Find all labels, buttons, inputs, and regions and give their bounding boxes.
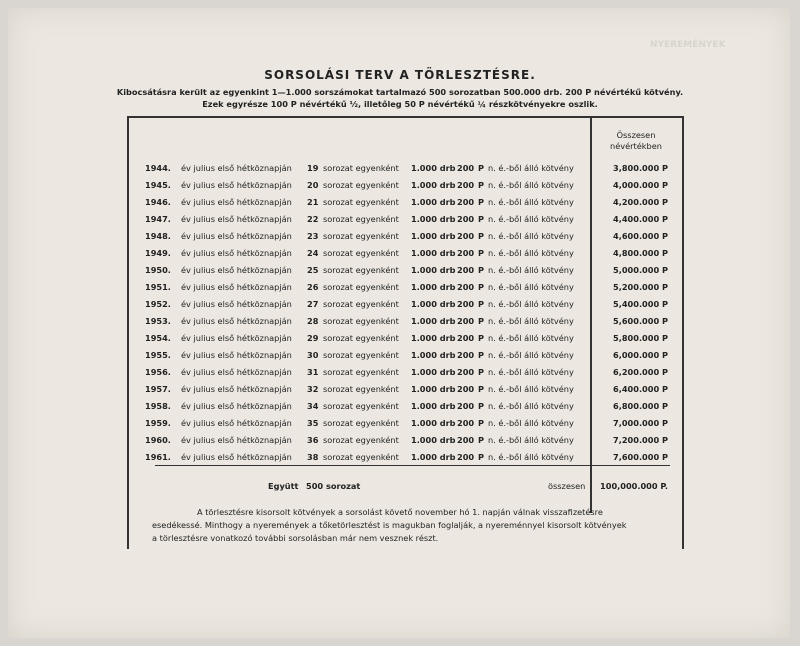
row-series-word: sorozat egyenként (323, 452, 399, 462)
row-series-number: 29 (307, 333, 319, 343)
row-year: 1950. (145, 265, 171, 275)
row-amount: 7,000.000 P (613, 418, 668, 428)
row-quantity: 1.000 drb (411, 282, 456, 292)
table-row (0, 248, 800, 265)
total-word: összesen (548, 481, 586, 491)
row-amount: 6,000.000 P (613, 350, 668, 360)
page-title: SORSOLÁSI TERV A TÖRLESZTÉSRE. (264, 68, 536, 82)
row-quantity: 1.000 drb (411, 231, 456, 241)
row-series-word: sorozat egyenként (323, 265, 399, 275)
row-year: 1956. (145, 367, 171, 377)
row-date-text: év julius első hétköznapján (181, 435, 292, 445)
row-amount: 4,000.000 P (613, 180, 668, 190)
row-year: 1961. (145, 452, 171, 462)
row-series-number: 34 (307, 401, 319, 411)
row-bond-text: n. é.-ből álló kötvény (488, 367, 574, 377)
row-face-value: 200 (457, 452, 475, 462)
row-series-number: 19 (307, 163, 319, 173)
row-year: 1952. (145, 299, 171, 309)
row-series-number: 22 (307, 214, 319, 224)
table-row (0, 435, 800, 452)
row-face-value: 200 (457, 197, 475, 207)
row-bond-text: n. é.-ből álló kötvény (488, 418, 574, 428)
row-currency: P (478, 214, 485, 224)
row-quantity: 1.000 drb (411, 214, 456, 224)
row-series-word: sorozat egyenként (323, 163, 399, 173)
row-bond-text: n. é.-ből álló kötvény (488, 316, 574, 326)
row-amount: 6,200.000 P (613, 367, 668, 377)
row-date-text: év julius első hétköznapján (181, 384, 292, 394)
row-bond-text: n. é.-ből álló kötvény (488, 265, 574, 275)
row-year: 1959. (145, 418, 171, 428)
row-currency: P (478, 163, 485, 173)
row-quantity: 1.000 drb (411, 418, 456, 428)
row-date-text: év julius első hétköznapján (181, 316, 292, 326)
row-face-value: 200 (457, 265, 475, 275)
row-bond-text: n. é.-ből álló kötvény (488, 197, 574, 207)
row-currency: P (478, 401, 485, 411)
row-series-number: 27 (307, 299, 319, 309)
row-series-number: 21 (307, 197, 319, 207)
row-bond-text: n. é.-ből álló kötvény (488, 163, 574, 173)
table-row (0, 350, 800, 367)
row-series-word: sorozat egyenként (323, 180, 399, 190)
row-face-value: 200 (457, 384, 475, 394)
row-amount: 3,800.000 P (613, 163, 668, 173)
row-series-number: 23 (307, 231, 319, 241)
row-quantity: 1.000 drb (411, 384, 456, 394)
row-series-word: sorozat egyenként (323, 418, 399, 428)
row-currency: P (478, 452, 485, 462)
table-row (0, 401, 800, 418)
row-currency: P (478, 384, 485, 394)
row-year: 1960. (145, 435, 171, 445)
table-row (0, 299, 800, 316)
row-series-number: 24 (307, 248, 319, 258)
row-year: 1954. (145, 333, 171, 343)
row-currency: P (478, 231, 485, 241)
table-row (0, 265, 800, 282)
row-quantity: 1.000 drb (411, 180, 456, 190)
row-bond-text: n. é.-ből álló kötvény (488, 452, 574, 462)
row-series-word: sorozat egyenként (323, 316, 399, 326)
row-date-text: év julius első hétköznapján (181, 401, 292, 411)
row-amount: 4,200.000 P (613, 197, 668, 207)
row-amount: 5,800.000 P (613, 333, 668, 343)
row-series-word: sorozat egyenként (323, 231, 399, 241)
row-series-word: sorozat egyenként (323, 435, 399, 445)
row-series-number: 32 (307, 384, 319, 394)
row-bond-text: n. é.-ből álló kötvény (488, 333, 574, 343)
row-bond-text: n. é.-ből álló kötvény (488, 282, 574, 292)
table-row (0, 384, 800, 401)
row-amount: 6,400.000 P (613, 384, 668, 394)
row-series-word: sorozat egyenként (323, 299, 399, 309)
row-date-text: év julius első hétköznapján (181, 452, 292, 462)
row-quantity: 1.000 drb (411, 367, 456, 377)
row-date-text: év julius első hétköznapján (181, 231, 292, 241)
row-currency: P (478, 197, 485, 207)
row-face-value: 200 (457, 180, 475, 190)
row-series-number: 26 (307, 282, 319, 292)
row-face-value: 200 (457, 316, 475, 326)
row-face-value: 200 (457, 401, 475, 411)
row-date-text: év julius első hétköznapján (181, 367, 292, 377)
note-line-2: esedékessé. Minthogy a nyeremények a tőketörlesztést is magukban foglalják, a nyereménnyel kisorsolt kötvények (152, 520, 627, 530)
total-amount: 100,000.000 P. (600, 481, 668, 491)
row-date-text: év julius első hétköznapján (181, 418, 292, 428)
show-through-text: NYEREMÉNYEK (650, 40, 726, 50)
row-amount: 5,600.000 P (613, 316, 668, 326)
row-year: 1955. (145, 350, 171, 360)
row-quantity: 1.000 drb (411, 248, 456, 258)
row-year: 1948. (145, 231, 171, 241)
total-series: 500 sorozat (306, 481, 361, 491)
row-series-number: 20 (307, 180, 319, 190)
row-currency: P (478, 282, 485, 292)
row-quantity: 1.000 drb (411, 350, 456, 360)
row-amount: 6,800.000 P (613, 401, 668, 411)
row-face-value: 200 (457, 231, 475, 241)
table-row (0, 452, 800, 469)
table-row (0, 333, 800, 350)
row-quantity: 1.000 drb (411, 299, 456, 309)
row-currency: P (478, 180, 485, 190)
row-currency: P (478, 248, 485, 258)
row-date-text: év julius első hétköznapján (181, 248, 292, 258)
row-series-word: sorozat egyenként (323, 282, 399, 292)
row-series-word: sorozat egyenként (323, 384, 399, 394)
row-face-value: 200 (457, 350, 475, 360)
row-bond-text: n. é.-ből álló kötvény (488, 350, 574, 360)
row-face-value: 200 (457, 367, 475, 377)
amount-column-header: Összesen névértékben (610, 130, 662, 151)
row-series-word: sorozat egyenként (323, 197, 399, 207)
table-row (0, 367, 800, 384)
row-series-number: 35 (307, 418, 319, 428)
row-quantity: 1.000 drb (411, 197, 456, 207)
subtitle-1: Kibocsátásra került az egyenkint 1—1.000 sorszámokat tartalmazó 500 sorozatban 500.000 drb. 200 P névértékű kötvény. (116, 87, 684, 97)
row-series-number: 30 (307, 350, 319, 360)
table-row (0, 197, 800, 214)
row-year: 1953. (145, 316, 171, 326)
table-row (0, 316, 800, 333)
row-amount: 4,800.000 P (613, 248, 668, 258)
row-face-value: 200 (457, 299, 475, 309)
row-quantity: 1.000 drb (411, 316, 456, 326)
row-currency: P (478, 316, 485, 326)
row-currency: P (478, 265, 485, 275)
row-date-text: év julius első hétköznapján (181, 333, 292, 343)
table-row (0, 282, 800, 299)
row-date-text: év julius első hétköznapján (181, 180, 292, 190)
row-quantity: 1.000 drb (411, 452, 456, 462)
row-amount: 7,600.000 P (613, 452, 668, 462)
row-series-word: sorozat egyenként (323, 350, 399, 360)
table-row (0, 163, 800, 180)
row-amount: 5,200.000 P (613, 282, 668, 292)
row-series-word: sorozat egyenként (323, 367, 399, 377)
row-bond-text: n. é.-ből álló kötvény (488, 299, 574, 309)
row-bond-text: n. é.-ből álló kötvény (488, 180, 574, 190)
row-currency: P (478, 367, 485, 377)
row-face-value: 200 (457, 418, 475, 428)
row-date-text: év julius első hétköznapján (181, 265, 292, 275)
row-currency: P (478, 333, 485, 343)
row-series-number: 25 (307, 265, 319, 275)
row-currency: P (478, 435, 485, 445)
table-row (0, 180, 800, 197)
row-bond-text: n. é.-ből álló kötvény (488, 401, 574, 411)
total-separator (155, 465, 670, 466)
row-series-word: sorozat egyenként (323, 333, 399, 343)
row-bond-text: n. é.-ből álló kötvény (488, 231, 574, 241)
row-amount: 4,400.000 P (613, 214, 668, 224)
row-year: 1946. (145, 197, 171, 207)
total-label: Együtt (268, 481, 299, 491)
row-face-value: 200 (457, 248, 475, 258)
row-currency: P (478, 299, 485, 309)
row-series-word: sorozat egyenként (323, 401, 399, 411)
row-amount: 5,400.000 P (613, 299, 668, 309)
row-series-word: sorozat egyenként (323, 214, 399, 224)
row-bond-text: n. é.-ből álló kötvény (488, 248, 574, 258)
row-date-text: év julius első hétköznapján (181, 163, 292, 173)
note-line-3: a törlesztésre vonatkozó további sorsolásban már nem vesznek részt. (152, 533, 439, 543)
row-bond-text: n. é.-ből álló kötvény (488, 214, 574, 224)
table-row (0, 214, 800, 231)
note-line-1: A törlesztésre kisorsolt kötvények a sorsolást követő november hó 1. napján válnak visszafizetésre (197, 507, 603, 517)
row-bond-text: n. é.-ből álló kötvény (488, 384, 574, 394)
row-quantity: 1.000 drb (411, 265, 456, 275)
row-year: 1945. (145, 180, 171, 190)
row-year: 1951. (145, 282, 171, 292)
row-quantity: 1.000 drb (411, 435, 456, 445)
row-face-value: 200 (457, 163, 475, 173)
row-amount: 7,200.000 P (613, 435, 668, 445)
row-series-number: 36 (307, 435, 319, 445)
row-year: 1957. (145, 384, 171, 394)
row-series-word: sorozat egyenként (323, 248, 399, 258)
row-face-value: 200 (457, 435, 475, 445)
table-row (0, 418, 800, 435)
row-date-text: év julius első hétköznapján (181, 299, 292, 309)
row-amount: 5,000.000 P (613, 265, 668, 275)
row-series-number: 38 (307, 452, 319, 462)
row-currency: P (478, 418, 485, 428)
table-row (0, 231, 800, 248)
row-bond-text: n. é.-ből álló kötvény (488, 435, 574, 445)
row-quantity: 1.000 drb (411, 163, 456, 173)
row-year: 1947. (145, 214, 171, 224)
row-quantity: 1.000 drb (411, 401, 456, 411)
row-date-text: év julius első hétköznapján (181, 282, 292, 292)
row-year: 1944. (145, 163, 171, 173)
row-face-value: 200 (457, 214, 475, 224)
row-series-number: 28 (307, 316, 319, 326)
subtitle-2: Ezek egyrésze 100 P névértékű ½, illetőleg 50 P névértékű ¼ részkötvényekre oszlik. (202, 99, 598, 109)
row-amount: 4,600.000 P (613, 231, 668, 241)
row-quantity: 1.000 drb (411, 333, 456, 343)
row-date-text: év julius első hétköznapján (181, 197, 292, 207)
row-currency: P (478, 350, 485, 360)
row-face-value: 200 (457, 282, 475, 292)
row-date-text: év julius első hétköznapján (181, 214, 292, 224)
row-series-number: 31 (307, 367, 319, 377)
row-year: 1958. (145, 401, 171, 411)
row-face-value: 200 (457, 333, 475, 343)
row-date-text: év julius első hétköznapján (181, 350, 292, 360)
row-year: 1949. (145, 248, 171, 258)
